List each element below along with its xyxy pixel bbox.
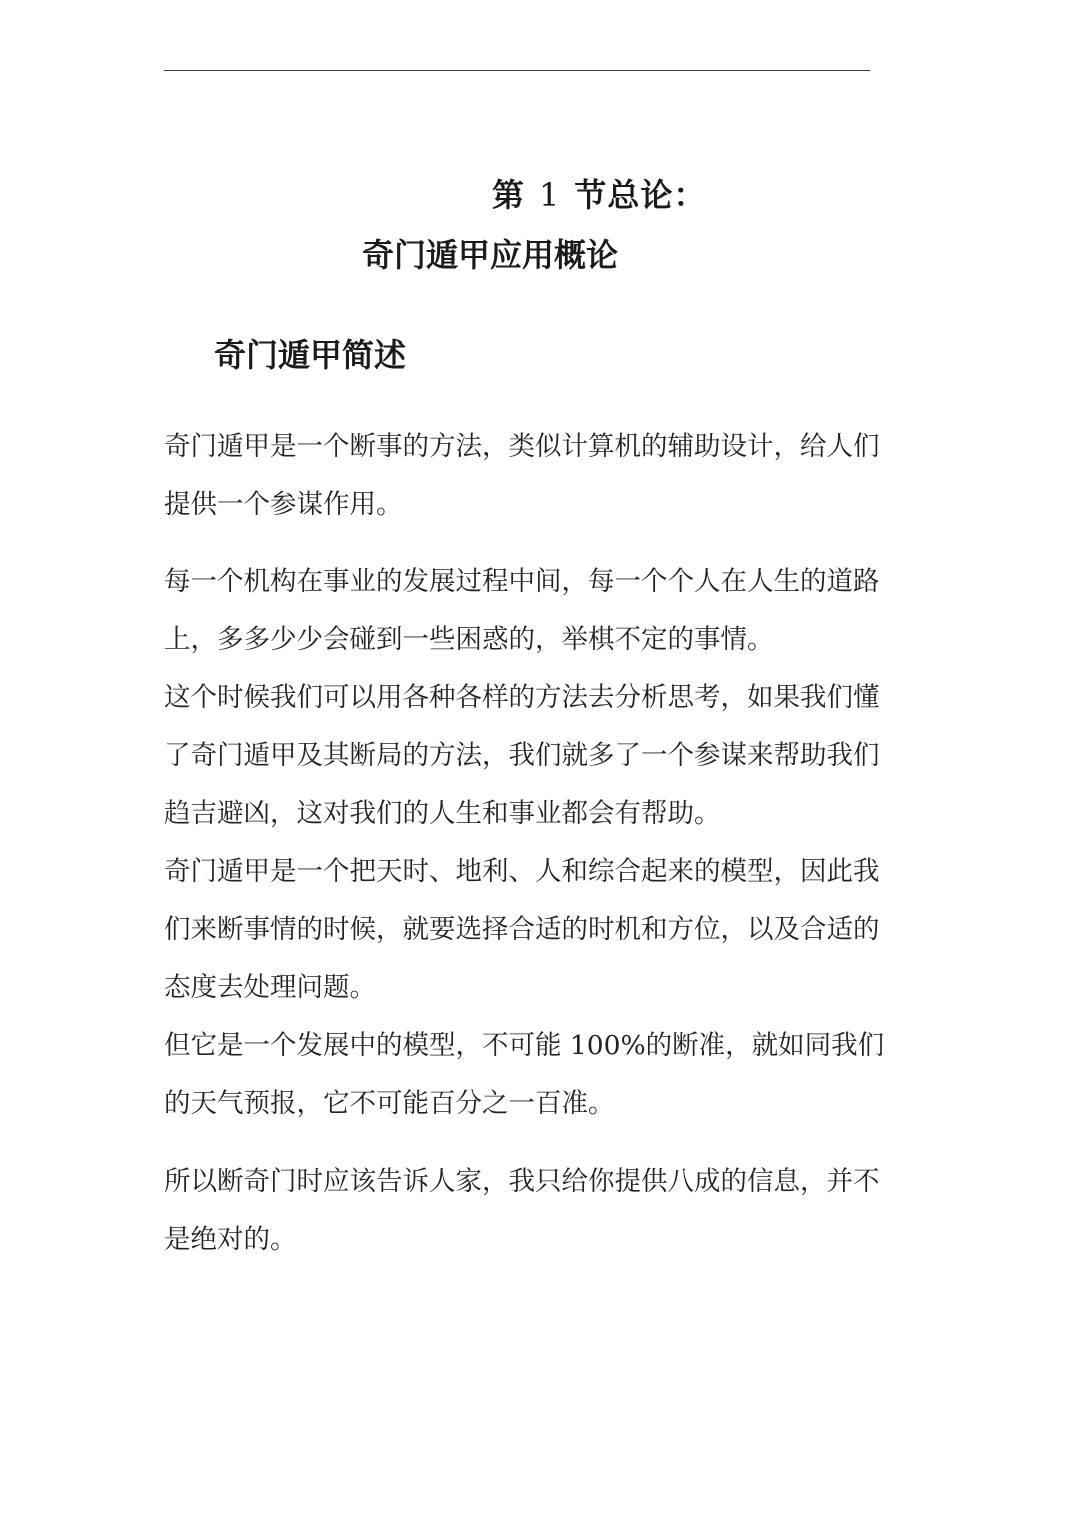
paragraph-line: 了奇门遁甲及其断局的方法，我们就多了一个参谋来帮助我们 bbox=[164, 740, 880, 771]
paragraph-1 bbox=[164, 418, 924, 534]
paragraph-line: 所以断奇门时应该告诉人家，我只给你提供八成的信息，并不 bbox=[164, 1166, 880, 1197]
chapter-title: 奇门遁甲应用概论 bbox=[362, 236, 619, 274]
sub-heading: 奇门遁甲简述 bbox=[214, 336, 407, 374]
paragraph-line: 的天气预报，它不可能百分之一百准。 bbox=[164, 1088, 615, 1119]
paragraph-line: 奇门遁甲是一个断事的方法，类似计算机的辅助设计，给人们 bbox=[164, 431, 880, 462]
paragraph-line: 态度去处理问题。 bbox=[164, 972, 376, 1003]
paragraph-line: 这个时候我们可以用各种各样的方法去分析思考，如果我们懂 bbox=[164, 682, 880, 713]
section-title-suffix: 节总论： bbox=[574, 176, 707, 214]
paragraph-line: 趋吉避凶，这对我们的人生和事业都会有帮助。 bbox=[164, 798, 721, 829]
paragraph-line: 是绝对的。 bbox=[164, 1224, 297, 1255]
paragraph-line: 们来断事情的时候，就要选择合适的时机和方位，以及合适的 bbox=[164, 914, 880, 945]
paragraph-line: 上，多多少少会碰到一些困惑的，举棋不定的事情。 bbox=[164, 624, 774, 655]
paragraph-line: 每一个机构在事业的发展过程中间，每一个个人在人生的道路 bbox=[164, 566, 880, 597]
section-title bbox=[492, 170, 706, 216]
top-horizontal-rule bbox=[164, 70, 870, 71]
section-title-number: 1 bbox=[539, 176, 561, 214]
paragraph-line: 但它是一个发展中的模型，不可能 100%的断准，就如同我们 bbox=[164, 1030, 885, 1061]
paragraph-3 bbox=[164, 1153, 924, 1269]
section-title-prefix: 第 bbox=[492, 176, 526, 214]
paragraph-2 bbox=[164, 553, 924, 1133]
paragraph-line: 奇门遁甲是一个把天时、地利、人和综合起来的模型，因此我 bbox=[164, 856, 880, 887]
paragraph-line: 提供一个参谋作用。 bbox=[164, 489, 403, 520]
